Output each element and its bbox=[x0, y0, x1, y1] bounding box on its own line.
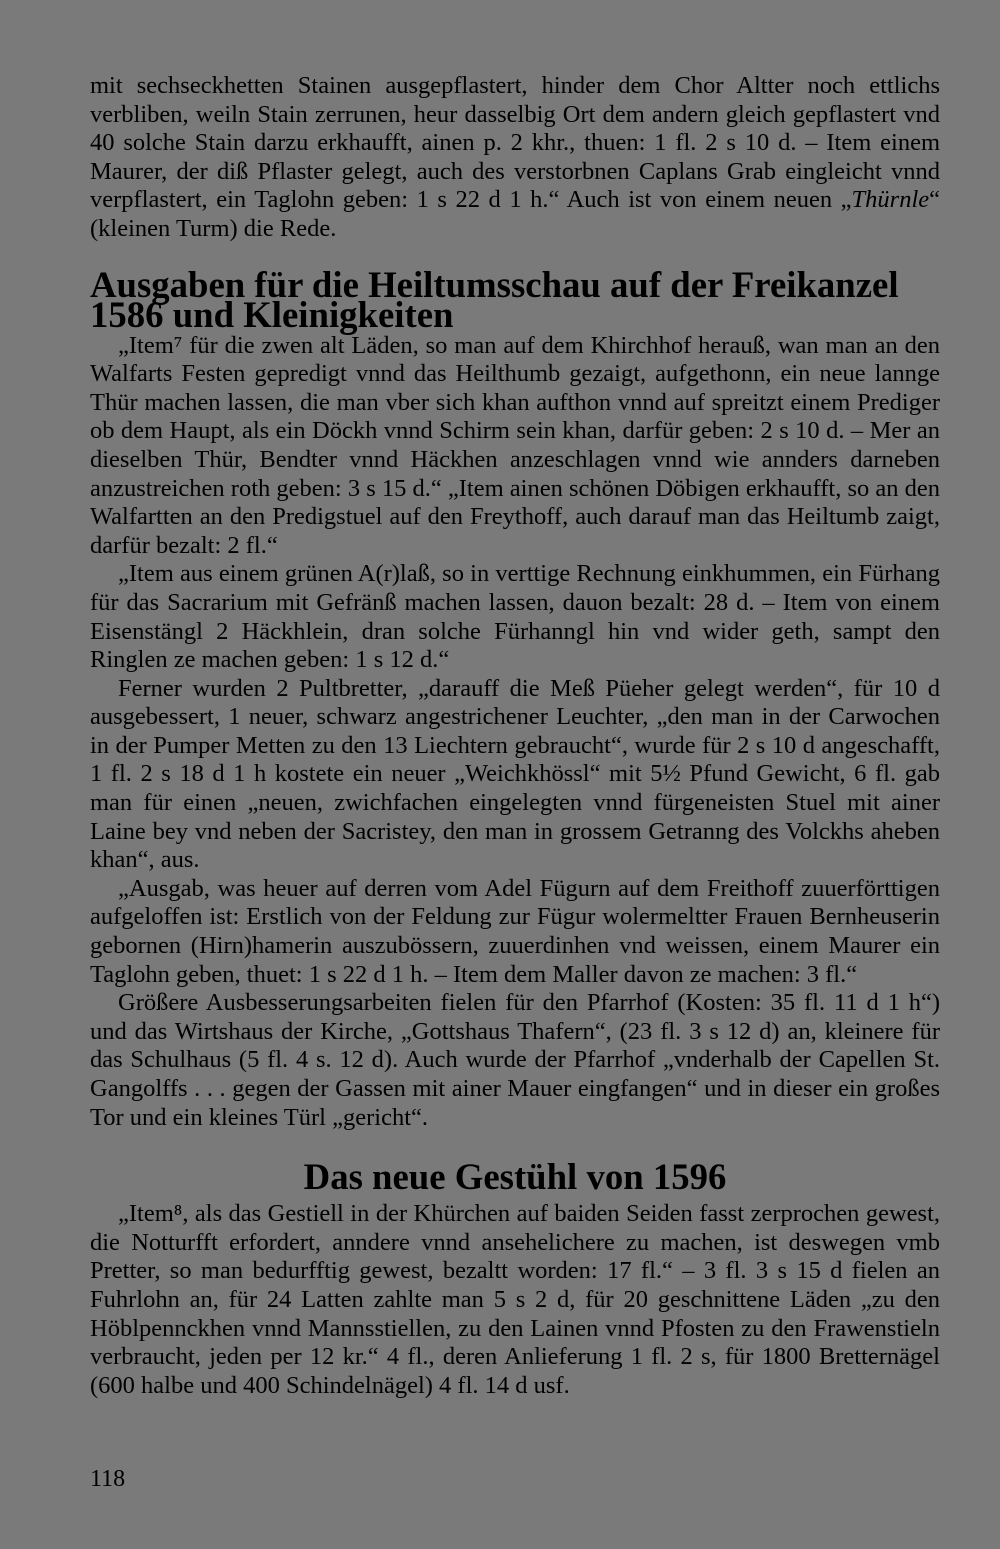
section2-paragraph: „Item⁸, als das Gestiell in der Khürchen auf baiden Seiden fasst zerprochen gewest, die Notturfft erfordert, anndere vnnd ansehelichere zu machen, ist deswegen vmb Pretter, so man bedurfftig gewest, bezaltt worden: 17 fl.“ – 3 fl. 3 s 15 d fielen an Fuhrlohn an, für 24 Latten zahlte man 5 s 2 d, für 20 geschnittene Läden „zu den Höblpennckhen vnnd Mannsstiellen, zu den Lainen vnnd Pfosten zu den Frawenstieln verbraucht, jeden per 12 kr.“ 4 fl., deren Anlieferung 1 fl. 2 s, für 1800 Bretternägel (600 halbe und 400 Schindelnägel) 4 fl. 14 d usf. bbox=[90, 1200, 940, 1399]
section-heading-heiltumsschau: Ausgaben für die Heiltumsschau auf der Freikanzel 1586 und Kleinigkeiten bbox=[90, 263, 899, 335]
section1-paragraph: Größere Ausbesserungsarbeiten fielen für den Pfarrhof (Kosten: 35 fl. 11 d 1 h“) und das Wirtshaus der Kirche, „Gottshaus Thafern“, (23 fl. 3 s 12 d) an, kleinere für das Schulhaus (5 fl. 4 s. 12 d). Auch wurde der Pfarrhof „vnderhalb der Capellen St. Gangolffs . . . gegen der Gassen mit ainer Mauer eingfangen“ und in dieser ein großes Tor und ein kleines Türl „gericht“. bbox=[90, 989, 940, 1131]
intro-paragraph bbox=[90, 72, 940, 244]
section1-paragraph: „Item⁷ für die zwen alt Läden, so man auf dem Khirchhof herauß, wan man an den Walfarts Festen gepredigt vnnd das Heilthumb gezaigt, aufgethonn, ein neue lannge Thür machen lassen, die man vber sich khan aufthon vnnd auf spreitzt einem Prediger ob dem Haupt, als ein Döckh vnnd Schirm sein khan, darfür geben: 2 s 10 d. – Mer an dieselben Thür, Bendter vnnd Häckhen anzeschlagen vnnd wie annders darneben anzustreichen roth geben: 3 s 15 d.“ „Item ainen schönen Döbigen erkhaufft, so an den Walfartten an den Predigstuel auf den Freythoff, auch darauf man das Heiltumb zaigt, darfür bezalt: 2 fl.“ bbox=[90, 331, 940, 559]
section1-paragraph: „Item aus einem grünen A(r)laß, so in verttige Rechnung einkhummen, ein Fürhang für das Sacrarium mit Gefränß machen lassen, dauon bezalt: 28 d. – Item von einem Eisenstängl 2 Häckhlein, dran solche Fürhanngl hin vnd wider geth, sampt den Ringlen ze machen geben: 1 s 12 d.“ bbox=[90, 560, 940, 674]
page-body bbox=[90, 72, 940, 1400]
intro-italic-term: Thürnle bbox=[851, 186, 930, 214]
section1-paragraph: Ferner wurden 2 Pultbretter, „darauff die Meß Püeher gelegt werden“, für 10 d ausgebessert, 1 neuer, schwarz angestrichener Leuchter, „den man in der Carwochen in der Pumper Metten zu den 13 Liechtern gebraucht“, wurde für 2 s 10 d angeschafft, 1 fl. 2 s 18 d 1 h kostete ein neuer „Weichkhössl“ mit 5½ Pfund Gewicht, 6 fl. gab man für einen „neuen, zwichfachen eingelegten vnnd fürgeneisten Stuel mit ainer Laine bey vnd neben der Sacristey, den man in grossem Getranng des Volckhs aheben khan“, aus. bbox=[90, 674, 940, 874]
intro-text: mit sechseckhetten Stainen ausgepflastert, hinder dem Chor Altter noch ettlichs verbliben, weiln Stain zerrunen, heur dasselbig Ort dem andern gleich gepflastert vnd 40 solche Stain darzu erkhaufft, ainen p. 2 khr., thuen: 1 fl. 2 s 10 d. – Item einem Maurer, der diß Pflaster gelegt, auch des verstorbnen Caplans Grab eingleicht vnnd verpflastert, ein Taglohn geben: 1 s 22 d 1 h.“ Auch ist von einem neuen „ bbox=[90, 72, 940, 214]
intro-text-end: “ (kleinen Turm) die Rede. bbox=[90, 186, 940, 242]
section1-paragraph: „Ausgab, was heuer auf derren vom Adel Fügurn auf dem Freithoff zuuerförttigen aufgeloffen ist: Erstlich von der Feldung zur Fügur wolermeltter Frauen Bernheuserin gebornen (Hirn)hamerin auszubössern, zuuerdinhen vnd weissen, einem Maurer ein Taglohn geben, thuet: 1 s 22 d 1 h. – Item dem Maller davon ze machen: 3 fl.“ bbox=[90, 874, 940, 988]
section-heading-gestuehl: Das neue Gestühl von 1596 bbox=[303, 1156, 727, 1198]
page-number: 118 bbox=[90, 1466, 126, 1492]
